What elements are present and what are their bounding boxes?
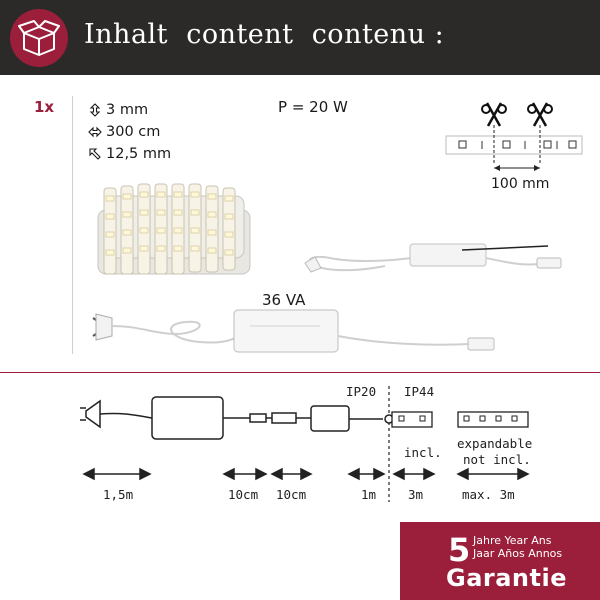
expandable-label: expandable (457, 436, 533, 451)
length-arrows (84, 469, 528, 479)
guarantee-badge (400, 522, 600, 600)
power-supply-icon (152, 397, 223, 439)
included-strip-icon (392, 412, 432, 427)
supply-rating: 36 VA (262, 291, 306, 309)
spec-width-value: 12,5 mm (106, 146, 172, 162)
included-label: incl. (404, 445, 442, 460)
ip20-label: IP20 (346, 384, 377, 399)
power-rating: P = 20 W (278, 98, 348, 116)
length-label: 1m (361, 487, 377, 502)
plug-icon (80, 401, 100, 427)
ip44-label: IP44 (404, 384, 435, 399)
guarantee-line-1: Jahre Year Ans (473, 534, 552, 547)
guarantee-word: Garantie (446, 564, 567, 592)
length-label: max. 3m (462, 487, 515, 502)
length-label: 10cm (276, 487, 307, 502)
quantity-label: 1x (34, 98, 55, 116)
guarantee-years: 5 (448, 531, 471, 569)
expansion-strip-icon (458, 412, 528, 427)
length-label: 3m (408, 487, 424, 502)
controller-icon (311, 406, 349, 431)
cut-interval-label: 100 mm (491, 176, 550, 192)
page-title: Inhalt content contenu : (84, 19, 445, 50)
not-included-label: not incl. (463, 452, 531, 467)
spec-length-value: 300 cm (106, 124, 161, 140)
length-label: 10cm (228, 487, 259, 502)
spec-height-value: 3 mm (106, 102, 149, 118)
guarantee-line-2: Jaar Años Annos (473, 547, 563, 560)
length-label: 1,5m (103, 487, 134, 502)
